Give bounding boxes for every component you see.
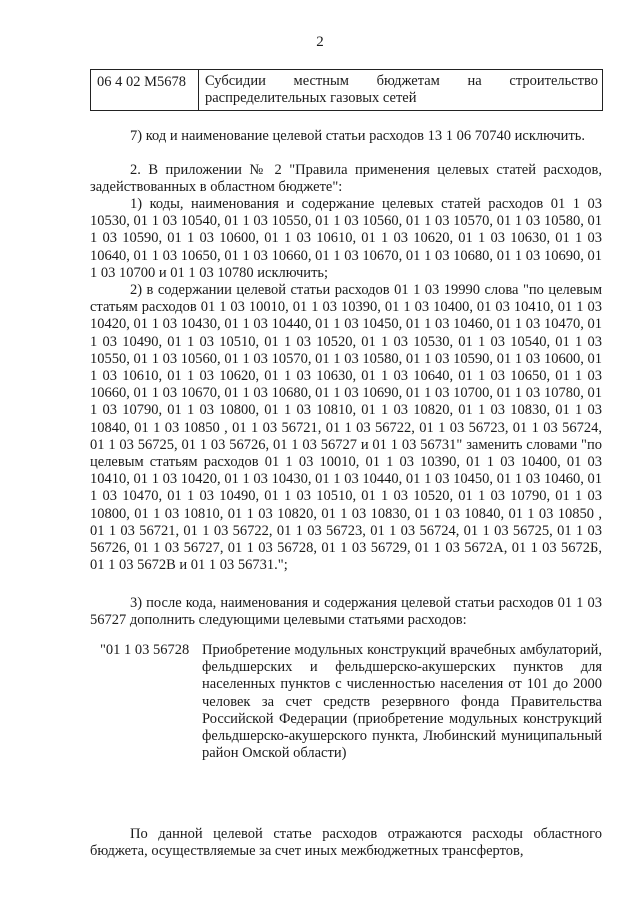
table-code-cell: 06 4 02 M5678 xyxy=(91,70,199,110)
paragraph-item-1: 1) коды, наименования и содержание целевых статей расходов 01 1 03 10530, 01 1 03 10540, 01 1 03 10550, 01 1 03 10560, 01 1 03 10570, 01 1 03 10580, 01 1 03 10590, 01 1 03 10600, 01 1 03 10610, 01 1 03 10620, 01 1 03 10630, 01 1 03 10640, 01 1 03 10650, 01 1 03 10660, 01 1 03 10670, 01 1 03 10680, 01 1 03 10690, 01 1 03 10700 и 01 1 03 10780 исключить; xyxy=(90,196,602,281)
new-item-description: Приобретение модульных конструкций врачебных амбулаторий, фельдшерских и фельдшерско-акушерских пунктов для населенных пунктов с численностью населения от 101 до 2000 человек за счет средств резервного фонда Правительства Российской Федерации (приобретение модульных конструкций фельдшерско-акушерского пункта, Любинский муниципальный район Омской области) xyxy=(202,642,602,762)
table-description-cell: Субсидии местным бюджетам на строительство распределительных газовых сетей xyxy=(205,73,598,106)
new-item-code: "01 1 03 56728 xyxy=(100,642,190,658)
paragraph-item-3: 3) после кода, наименования и содержания целевой статьи расходов 01 1 03 56727 дополнить следующими целевыми статьями расходов: xyxy=(90,595,602,629)
budget-code-table-row xyxy=(90,69,603,111)
closing-paragraph: По данной целевой статье расходов отражаются расходы областного бюджета, осуществляемые за счет иных межбюджетных трансфертов, xyxy=(90,826,602,860)
paragraph-item-2: 2) в содержании целевой статьи расходов 01 1 03 19990 слова "по целевым статьям расходов 01 1 03 10010, 01 1 03 10390, 01 1 03 10400, 01 03 10410, 01 1 03 10420, 01 1 03 10430, 01 1 03 10440, 01 1 03 10450, 01 1 03 10460, 01 1 03 10470, 01 1 03 10490, 01 1 03 10510, 01 1 03 10520, 01 1 03 10530, 01 1 03 10540, 01 1 03 10550, 01 1 03 10560, 01 1 03 10570, 01 1 03 10580, 01 1 03 10590, 01 1 03 10600, 01 1 03 10610, 01 1 03 10620, 01 1 03 10630, 01 1 03 10640, 01 1 03 10650, 01 1 03 10660, 01 1 03 10670, 01 1 03 10680, 01 1 03 10690, 01 1 03 10700, 01 1 03 10780, 01 1 03 10790, 01 1 03 10800, 01 1 03 10810, 01 1 03 10820, 01 1 03 10830, 01 1 03 10840, 01 1 03 10850 , 01 1 03 56721, 01 1 03 56722, 01 1 03 56723, 01 1 03 56724, 01 1 03 56725, 01 1 03 56726, 01 1 03 56727 и 01 1 03 56731" заменить словами "по целевым статьям расходов 01 1 03 10010, 01 1 03 10390, 01 1 03 10400, 01 03 10410, 01 1 03 10420, 01 1 03 10430, 01 1 03 10440, 01 1 03 10450, 01 1 03 10460, 01 1 03 10470, 01 1 03 10490, 01 1 03 10510, 01 1 03 10520, 01 1 03 10790, 01 1 03 10800, 01 1 03 10810, 01 1 03 10820, 01 1 03 10830, 01 1 03 10840, 01 1 03 10850 , 01 1 03 56721, 01 1 03 56722, 01 1 03 56723, 01 1 03 56724, 01 1 03 56725, 01 1 03 56726, 01 1 03 56727, 01 1 03 56728, 01 1 03 56729, 01 1 03 5672А, 01 1 03 5672Б, 01 1 03 5672В и 01 1 03 56731."; xyxy=(90,282,602,574)
page-number: 2 xyxy=(316,34,324,50)
paragraph-item-7: 7) код и наименование целевой статьи расходов 13 1 06 70740 исключить. xyxy=(130,128,586,144)
paragraph-appendix-2: 2. В приложении № 2 "Правила применения целевых статей расходов, задействованных в областном бюджете": xyxy=(90,162,602,196)
